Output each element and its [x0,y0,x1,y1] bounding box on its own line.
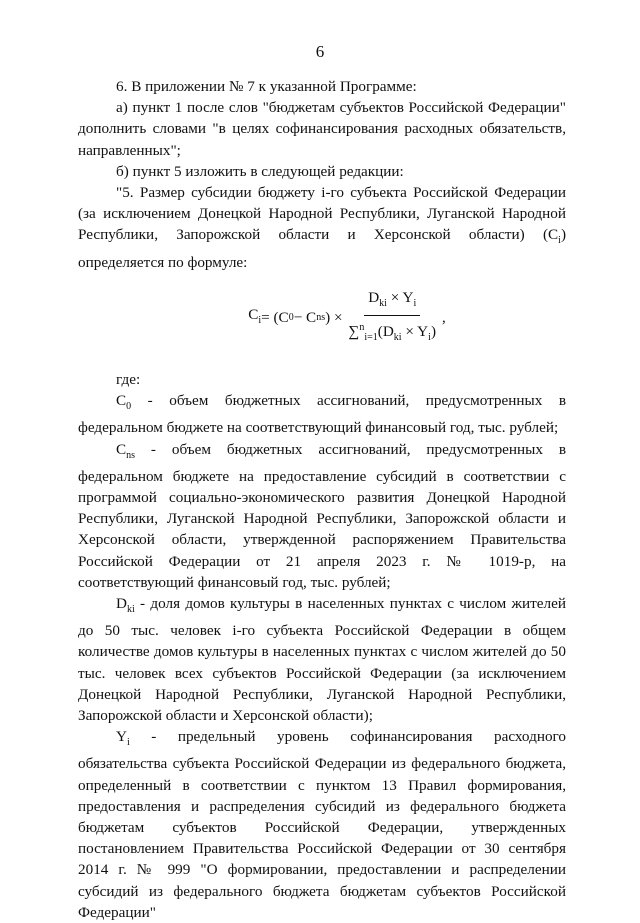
formula-close: ) × [325,309,343,327]
c0-sub: 0 [126,401,132,413]
paragraph-subitem-a: а) пункт 1 после слов "бюджетам субъектов Российской Федерации" дополнить словами "в целях софинансирования расходных обязательств, направленных"; [78,99,566,159]
den-sum-sub: i=1 [364,332,378,344]
paragraph-item-6: 6. В приложении № 7 к указанной Программе: [116,78,417,95]
den-open: (D [377,323,394,341]
formula-eq: = (C [261,309,289,327]
yi-sub: i [126,737,130,749]
definition-cns [78,439,566,593]
den-sum: ∑ [348,323,360,341]
yi-symbol: Y [116,728,127,746]
den-close: ) [430,323,436,341]
clause-5-end: ) определяется по формуле: [78,226,566,271]
dki-symbol: D [116,594,127,612]
where-label: где: [116,370,141,388]
den-times: × Y [401,323,429,341]
definition-yi [78,726,566,923]
cns-symbol: C [116,440,127,458]
den-d-sub: ki [393,332,402,344]
formula-denominator [345,316,440,348]
cns-text: - объем бюджетных ассигнований, предусмотренных в федеральном бюджете на предоставление субсидий в соответствии с программой социально-экономического развития Донецкой Народной Республики, Луганской Народной Республики, Запорожской области и Херсонской области, утвержденной распоряжением Правительства Российской Федерации от 21 апреля 2023 г. № 1019-р, на соответствующий финансовый год, тыс. рублей; [78,440,566,591]
subsidy-formula [78,285,566,351]
num-d-sub: ki [379,298,387,310]
yi-text: - предельный уровень софинансирования расходного обязательства субъекта Российской Федерации из федерального бюджета, определенный в соответствии с пунктом 13 Правил формирования, предоставления и распределения субсидий из федерального бюджета бюджетам субъектов Российской Федерации, утвержденных постановлением Правительства Российской Федерации от 30 сентября 2014 г. № 999 "О формировании, предоставлении и распределении субсидий из федерального бюджета бюджетам субъектов Российской Федерации" [78,728,566,921]
clause-5-sub: i [558,235,561,247]
paragraph-subitem-b: б) пункт 5 изложить в следующей редакции: [116,162,404,180]
paragraph-clause-5 [78,182,566,273]
formula-numerator [364,287,420,316]
formula-c0-sub: 0 [288,312,294,324]
den-y-sub: i [428,332,431,344]
num-d: D [368,289,380,307]
clause-5-text: "5. Размер субсидии бюджету i-го субъекта Российской Федерации (за исключением Донецкой Народной Республики, Луганской Народной Республики, Запорожской области и Херсонской области) (C [78,184,566,244]
c0-text: - объем бюджетных ассигнований, предусмотренных в федеральном бюджете на соответствующий финансовый год, тыс. рублей; [78,392,566,437]
dki-text: - доля домов культуры в населенных пунктах с числом жителей до 50 тыс. человек i-го субъекта Российской Федерации в общем количестве домов культуры в населенных пунктах с числом жителей до 50 тыс. человек всех субъектов Российской Федерации (за исключением Донецкой Народной Республики, Луганской Народной Республики, Запорожской области и Херсонской области); [78,594,566,724]
dki-sub: ki [126,603,135,615]
num-y-sub: i [413,298,417,310]
formula-lhs-symbol: C [248,306,259,324]
formula-tail: , [442,309,446,327]
c0-symbol: C [116,392,127,410]
formula-minus: − C [293,309,317,327]
formula-lhs [248,304,261,331]
definition-c0 [78,390,566,438]
num-times: × Y [386,289,414,307]
page-number: 6 [315,42,325,61]
cns-sub: ns [126,449,136,461]
formula-fraction [345,287,440,349]
den-sum-sup: n [359,322,365,334]
definition-dki [78,593,566,726]
formula-lhs-sub: i [258,315,262,327]
formula-cns-sub: ns [316,312,326,324]
document-body [78,76,566,923]
